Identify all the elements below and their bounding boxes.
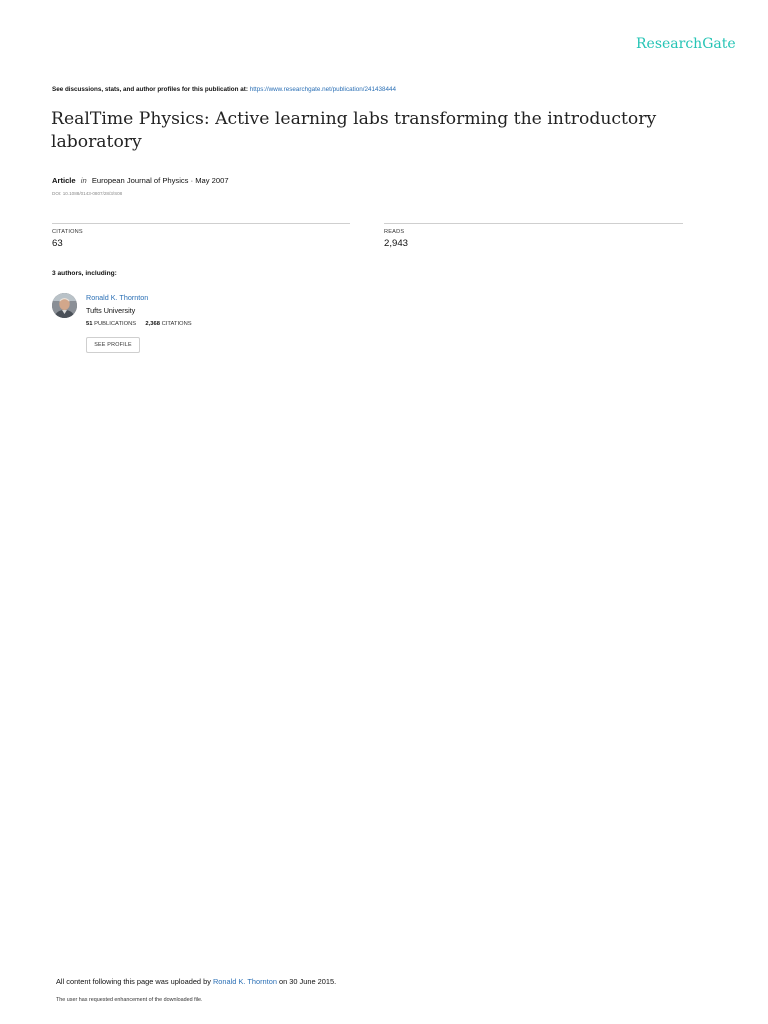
researchgate-logo[interactable]: ResearchGate	[636, 36, 736, 52]
paper-title: RealTime Physics: Active learning labs transforming the introductory laboratory	[51, 109, 657, 152]
author-name-link[interactable]: Ronald K. Thornton	[86, 293, 149, 302]
citations-divider	[52, 223, 350, 224]
reads-value: 2,943	[384, 238, 409, 249]
article-meta	[52, 176, 229, 185]
enhancement-note: The user has requested enhancement of the downloaded file.	[56, 997, 203, 1003]
discussion-line	[52, 86, 396, 93]
author-affiliation: Tufts University	[86, 306, 136, 315]
author-publications-label: PUBLICATIONS	[94, 321, 137, 327]
author-stats	[86, 321, 192, 327]
reads-divider	[384, 223, 683, 224]
reads-label: READS	[384, 229, 405, 235]
article-type: Article	[52, 176, 76, 185]
upload-prefix: All content following this page was uploaded by	[56, 977, 211, 986]
author-citations-label: CITATIONS	[161, 321, 192, 327]
publication-url-link[interactable]: https://www.researchgate.net/publication/241438444	[249, 86, 397, 93]
citations-label: CITATIONS	[52, 229, 83, 235]
author-citations-count: 2,368	[145, 321, 160, 327]
citations-value: 63	[52, 238, 63, 249]
doi: DOI: 10.1088/0143-0807/28/3/S08	[52, 191, 123, 196]
upload-note	[56, 977, 336, 986]
authors-heading: 3 authors, including:	[52, 270, 117, 277]
discussion-prefix: See discussions, stats, and author profiles for this publication at:	[52, 86, 248, 93]
author-publications-count: 51	[86, 321, 93, 327]
uploader-link[interactable]: Ronald K. Thornton	[212, 977, 277, 986]
person-photo-icon[interactable]	[52, 293, 77, 318]
article-in-word: in	[80, 176, 87, 185]
upload-suffix: on 30 June 2015.	[279, 977, 337, 986]
journal-date: European Journal of Physics · May 2007	[91, 176, 229, 185]
see-profile-button[interactable]: SEE PROFILE	[86, 337, 140, 353]
